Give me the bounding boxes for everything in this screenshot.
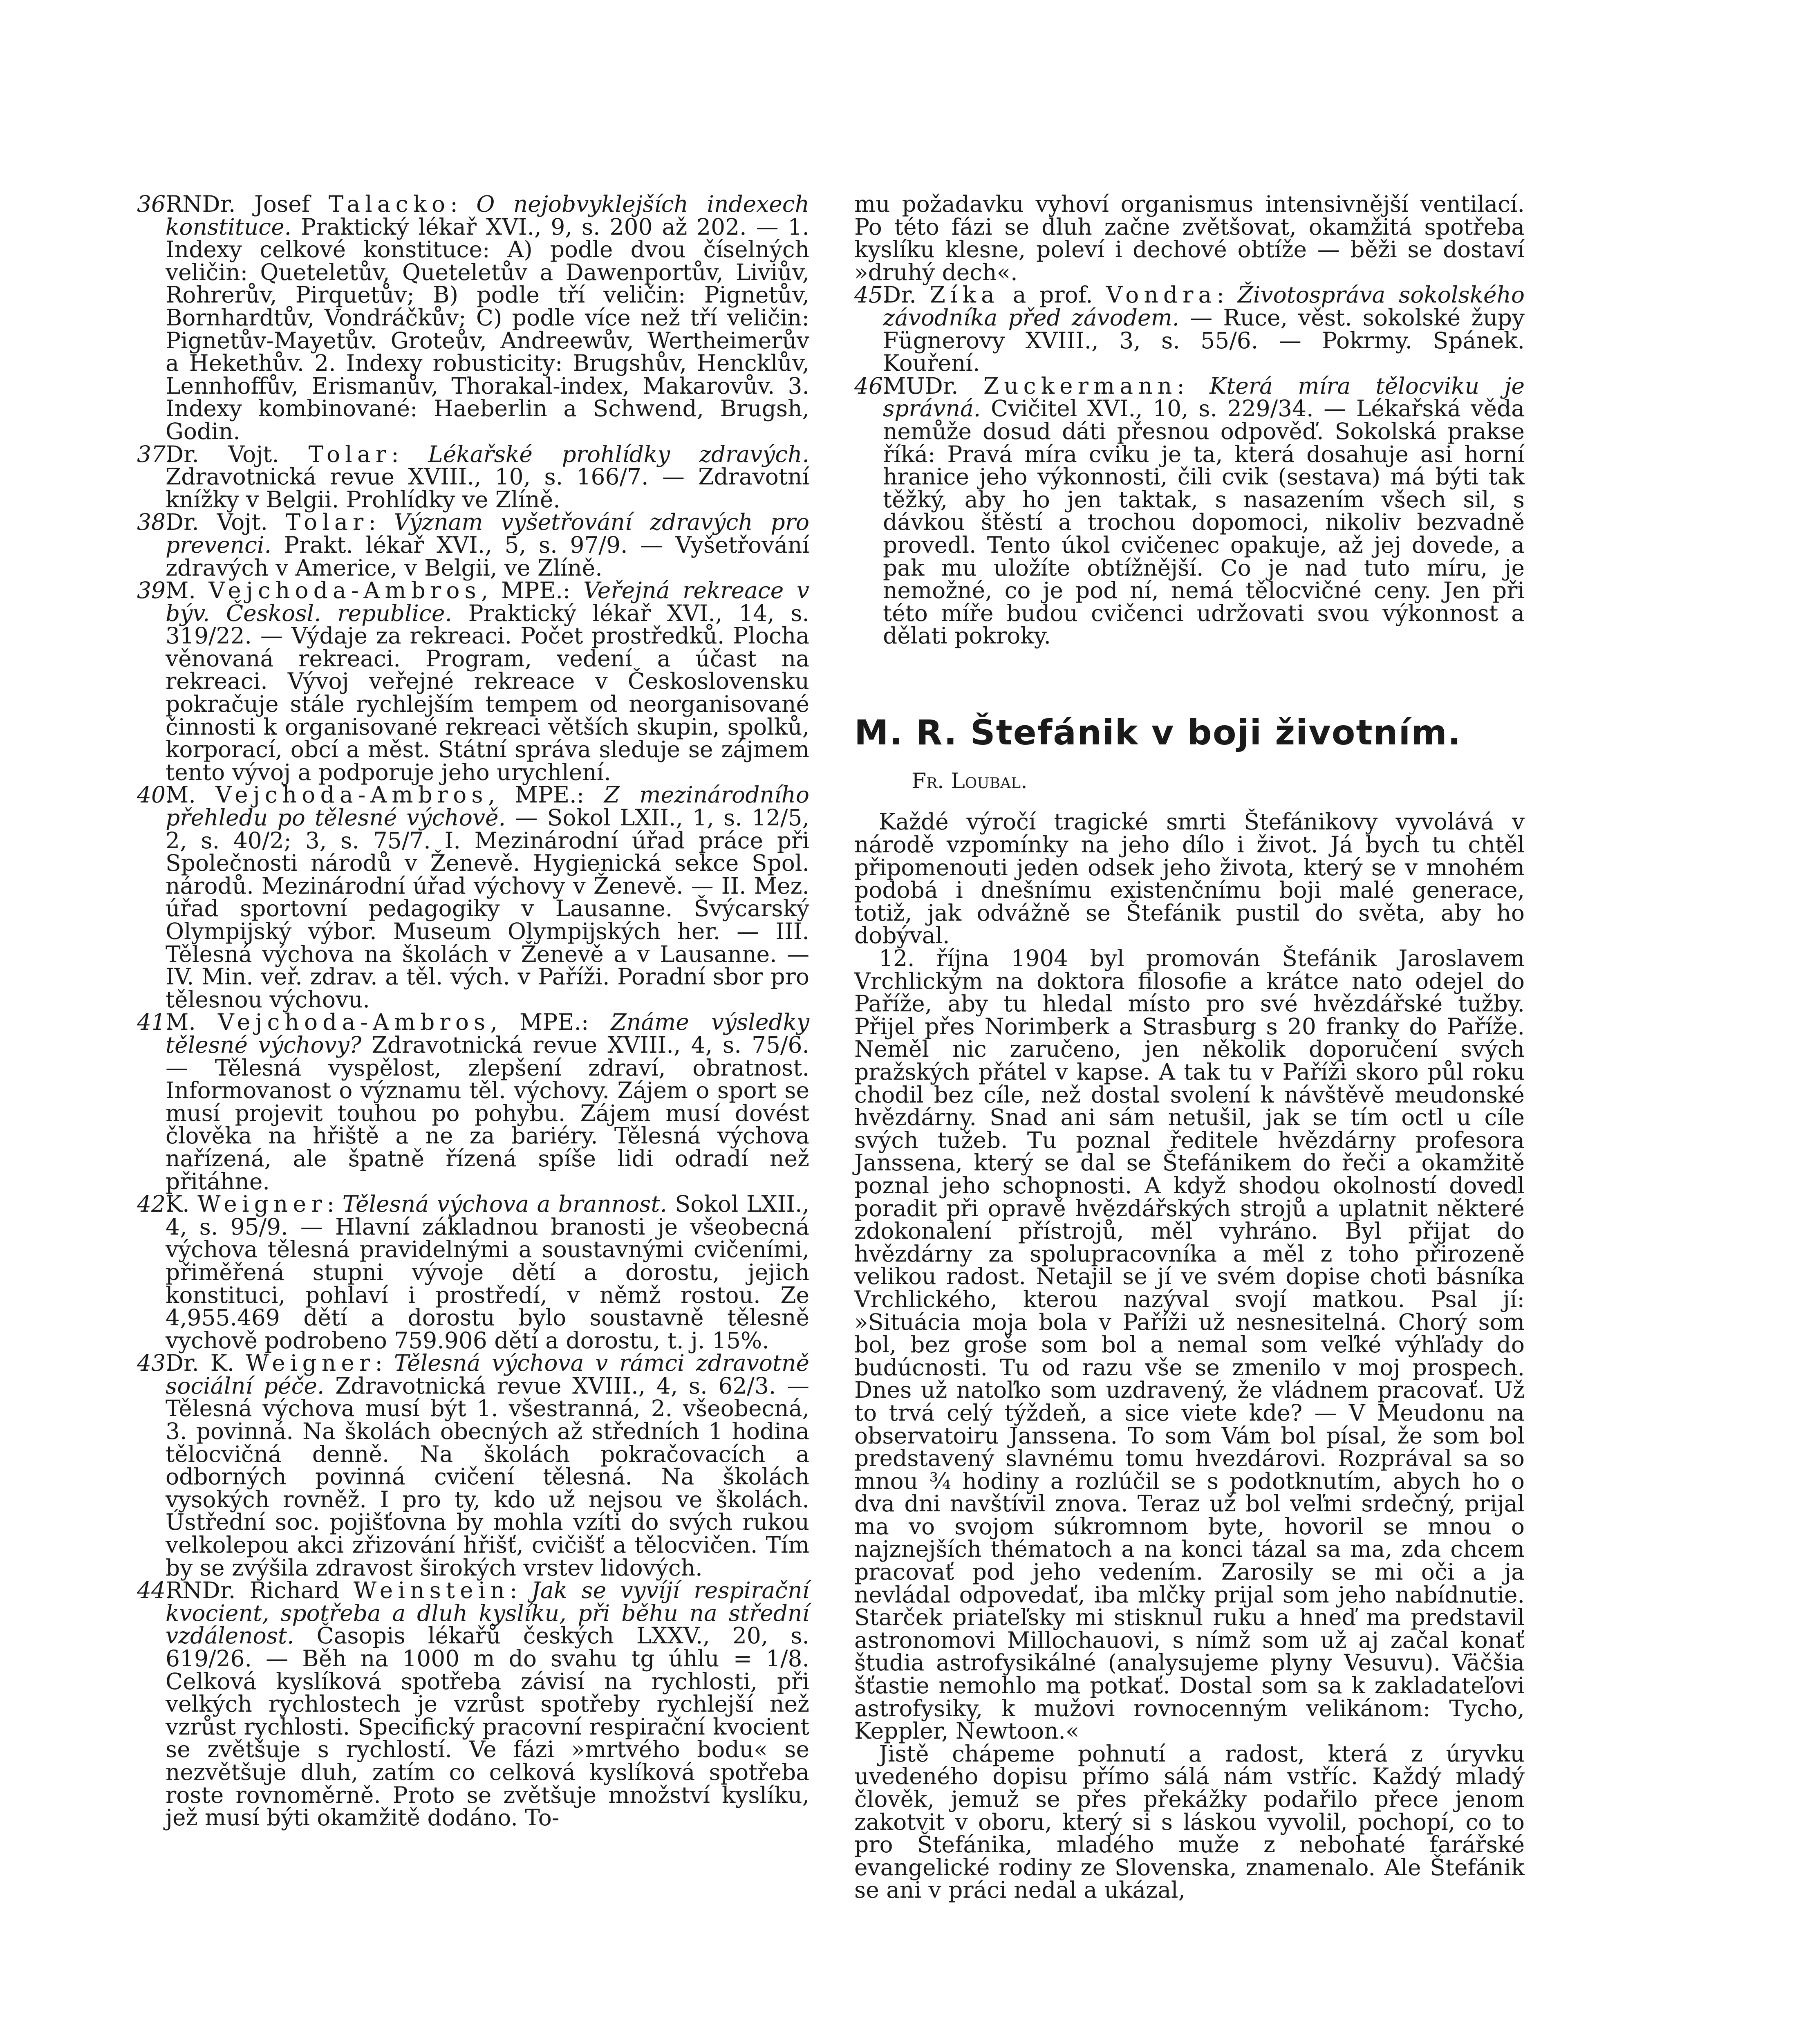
- entry-author-name: Zíka: [929, 282, 999, 308]
- entry-separator: :: [1216, 282, 1238, 308]
- entry-author-prefix: M.: [166, 577, 209, 604]
- entry-separator: :: [450, 191, 477, 217]
- entry-annotation: Cvičitel XVI., 10, s. 229/34. — Lékařská věda nemůže dosud dáti přesnou odpověď. Sokolská prakse říká: Pravá míra cviku je ta, která dosahuje asi horní hranice jeho výkonnosti, čili cvik (sestava) má býti tak těžký, aby ho jen taktak, s nasazením všech sil, s dávkou štěstí a trochou dopomoci, nikoliv bezvadně provedl. Tento úkol cvičenec opakuje, až jej dovede, a pak mu uložíte obtížnější. Co je nad tuto míru, je nemožné, co je pod ní, nemá tělocvičné ceny. Jen při této míře budou cvičenci udržovati svou výkonnost a dělati pokroky.: [883, 395, 1525, 649]
- entry-number: 42.: [137, 1191, 173, 1217]
- entry-author-name: Tolar: [308, 441, 392, 467]
- entry-separator: a prof.: [999, 282, 1106, 308]
- entry-number: 40.: [137, 782, 173, 808]
- entry-title: Význam vyšetřování zdravých pro prevenci.: [166, 509, 810, 558]
- entry-title: Jak se vyvíjí respirační kvocient, spotřeba a dluh kyslíku, při běhu na střední vzdálenost.: [166, 1577, 809, 1649]
- entry-author-name: Vondra: [1106, 282, 1217, 308]
- entry-number: 45.: [854, 282, 890, 308]
- entry-separator: :: [368, 509, 394, 536]
- entry-title: Veřejná rekreace v býv. Českosl. republice.: [166, 577, 809, 626]
- article-paragraph: Jistě chápeme pohnutí a radost, která z úryvku uvedeného dopisu přímo sálá nám vstříc. Každý mladý člověk, jemuž se přes překážky podařilo přece jenom zakotvit v oboru, který si s láskou vyvolil, pochopí, co to pro Štefánika, mladého muže z nebohaté farářské evangelické rodiny ze Slovenska, znamenalo. Ale Štefánik se ani v práci nedal a ukázal,: [854, 1740, 1525, 1903]
- entry-title: Lékařské prohlídky zdravých.: [428, 441, 810, 467]
- entry-author-name: Weinstein: [353, 1577, 510, 1604]
- entry-title: Životospráva sokolského závodníka před závodem.: [883, 282, 1525, 331]
- bibliography-entry: [137, 784, 809, 1011]
- entry-author-name: Vejchoda-Ambros: [215, 782, 488, 808]
- entry-annotation: Praktický lékař XVI., 14, s. 319/22. — Výdaje za rekreaci. Počet prostředků. Plocha věnovaná rekreaci. Program, vedení a účast na rekreaci. Vývoj veřejné rekreace v Československu pokračuje stále rychlejším tempem od neorganisované činnosti k organisované rekreaci větších skupin, spolků, korporací, obcí a měst. Státní správa sleduje se zájmem tento vývoj a podporuje jeho urychlení.: [166, 600, 809, 785]
- entry-separator: :: [375, 1350, 394, 1376]
- entry-title: O nejobvyklejších indexech konstituce.: [166, 191, 809, 240]
- entry-annotation: Zdravotnická revue XVIII., 10, s. 166/7. — Zdravotní knížky v Belgii. Prohlídky ve Zlíně.: [166, 464, 809, 513]
- entry-number: 38.: [137, 509, 173, 536]
- entry-separator: , MPE.:: [488, 782, 604, 808]
- entry-title: Tělesná výchova v rámci zdravotně sociální péče.: [166, 1350, 809, 1399]
- entry-separator: :: [1177, 372, 1210, 399]
- entry-title: Která míra tělocviku je správná.: [883, 372, 1525, 422]
- entry-annotation: Zdravotnická revue XVIII., 4, s. 75/6. — Tělesná vyspělost, zlepšení zdraví, obratnost. Informovanost o významu těl. výchovy. Zájem o sport se musí projevit touhou po pohybu. Zájem musí dovést člověka na hřiště a ne za bariéry. Tělesná výchova nařízená, ale špatně řízená spíše lidi odradí než přitáhne.: [166, 1031, 809, 1195]
- entry-number: 39.: [137, 577, 173, 604]
- entry-number: 44.: [137, 1577, 173, 1604]
- entry-author-prefix: RNDr. Richard: [166, 1577, 354, 1604]
- bibliography-list: [854, 284, 1525, 648]
- entry-number: 43.: [137, 1350, 173, 1376]
- entry-author-name: Weigner: [197, 1191, 327, 1217]
- entry-author-prefix: K.: [166, 1191, 198, 1217]
- entry-separator: :: [327, 1191, 343, 1217]
- entry-author-prefix: RNDr. Josef: [166, 191, 329, 217]
- entry-annotation: — Sokol LXII., 1, s. 12/5, 2, s. 40/2; 3, s. 75/7. I. Mezinárodní úřad práce při Společnosti národů v Ženevě. Hygienická sekce Spol. národů. Mezinárodní úřad výchovy v Ženevě. — II. Mez. úřad sportovní pedagogiky v Lausanne. Švýcarský Olympijský výbor. Museum Olympijských her. — III. Tělesná výchova na školách v Ženevě a v Lausanne. — IV. Min. veř. zdrav. a těl. vých. v Paříži. Poradní sbor pro tělesnou výchovu.: [166, 805, 809, 1013]
- entry-number: 36.: [137, 191, 173, 217]
- entry-title: Tělesná výchova a brannost.: [342, 1191, 667, 1217]
- article-author: Fr. Loubal.: [912, 769, 1028, 793]
- left-column: [137, 193, 809, 1829]
- entry-author-name: Zuckermann: [983, 372, 1177, 399]
- article-body: [854, 811, 1525, 1902]
- article-paragraph: 12. října 1904 byl promován Štefánik Jaroslavem Vrchlickým na doktora filosofie a krátce nato odejel do Paříže, aby tu hledal místo pro své hvězdářské tužby. Přijel přes Norimberk a Strasburg s 20 franky do Paříže. Neměl nic zaručeno, jen několik doporučení svých pražských přátel v kapse. A tak tu v Paříži skoro půl roku chodil bez cíle, než dostal svolení k návštěvě meudonské hvězdárny. Snad ani sám netušil, jak se tím octl u cíle svých tužeb. Tu poznal ředitele hvězdárny profesora Janssena, který se dal se Štefánikem do řeči a okamžitě poznal jeho schopnosti. A když shodou okolností dovedl poradit při opravě hvězdářských strojů a uplatnit některé zdokonalení přístrojů, měl vyhráno. Byl přijat do hvězdárny za spolupracovníka a měl z toho přirozeně velikou radost. Netajil se jí ve svém dopise choti básníka Vrchlického, kterou nazýval svojí matkou. Psal jí: »Situácia moja bola v Paříži už nesnesitelná. Chorý som bol, bez groše som bol a nemal som veľké výhľady do budúcnosti. Tu od razu vše se zmenilo v moj prospech. Dnes už natoľko som uzdravený, že vládnem pracovať. Už to trvá celý týždeň, a sice viete kde? — V Meudonu na observatoiru Janssena. To som Vám bol písal, že som bol predstavený slavnému tomu hvezdárovi. Rozprával sa so mnou ¾ hodiny a rozlúčil se s podotknutím, abych ho o dva dni navštívil znova. Teraz už bol veľmi srdečný, prijal ma vo svojom súkromnom byte, hovoril se mnou o najznejších thématoch a na konci tázal sa ma, zda chcem pracovať pod jeho vedením. Zarosily se mi oči a ja nevládal odpovedať, iba mlčky prijal som jeho nabídnutie. Starček priateľsky mi stisknul ruku a hneď ma predstavil astronomovi Millochauovi, s nímž som už aj začal konať študia astrofysikálné (analysujeme plyny Vesuvu). Väčšia šťastie nemohlo ma potkať. Dostal som sa k zakladateľovi astrofysiky, k mužovi rovnocenným velikánom: Tycho, Keppler, Newtoon.«: [854, 945, 1525, 1744]
- entry-separator: , MPE.:: [481, 577, 584, 604]
- entry-author-prefix: Dr. Vojt.: [166, 509, 286, 536]
- bibliography-entry: [854, 282, 1525, 377]
- article-paragraph: Každé výročí tragické smrti Štefánikovy vyvolává v národě vzpomínky na jeho dílo i život. Já bych tu chtěl připomenouti jeden odsek jeho života, který se v mnohém podobá i dnešnímu existenčnímu boji malé generace, totiž, jak odvážně se Štefánik pustil do světa, aby ho dobýval.: [854, 809, 1525, 949]
- entry-annotation: Praktický lékař XVI., 9, s. 200 až 202. — 1. Indexy celkové konstituce: A) podle dvou číselných veličin: Queteletův, Queteletův a Dawenportův, Liviův, Rohrerův, Pirquetův; B) podle tří veličin: Pignetův, Bornhardtův, Vondráčkův; C) podle více než tří veličin: Pignetův-Mayetův. Groteův, Andreewův, Wertheimerův a Hekethův. 2. Indexy robusticity: Brugshův, Hencklův, Lennhoffův, Erismanův, Thorakal-index, Makarovův. 3. Indexy kombinované: Haeberlin a Schwend, Brugsh, Godin.: [166, 213, 809, 444]
- entry-annotation: Prakt. lékař XVI., 5, s. 97/9. — Vyšetřování zdravých v Americe, v Belgii, ve Zlíně.: [166, 531, 809, 581]
- article-title: M. R. Štefánik v boji životním.: [854, 712, 1462, 753]
- bibliography-entry: [137, 193, 809, 443]
- entry-number: 37.: [137, 441, 173, 467]
- entry-author-name: Tolar: [285, 509, 369, 536]
- entry-title: Z mezinárodního přehledu po tělesné výchově.: [166, 782, 810, 831]
- entry-number: 41.: [137, 1009, 173, 1035]
- entry-separator: :: [391, 441, 428, 467]
- entry-annotation: Časopis lékařů českých LXXV., 20, s. 619/26. — Běh na 1000 m do svahu tg úhlu = 1/8. Celková kyslíková spotřeba závisí na rychlosti, při velkých rychlostech je vzrůst spotřeby rychlejší než vzrůst rychlosti. Specifický pracovní respirační kvocient se zvětšuje s rychlostí. Ve fázi »mrtvého bodu« se nezvětšuje dluh, zatím co celková kyslíková spotřeba roste rovnoměrně. Proto se zvětšuje množství kyslíku, jež musí býti okamžitě dodáno. To-: [166, 1623, 809, 1831]
- entry-author-prefix: Dr. K.: [166, 1350, 246, 1376]
- entry-author-prefix: M.: [166, 782, 216, 808]
- entry-separator: , MPE.:: [490, 1009, 611, 1035]
- right-column: [854, 193, 1525, 1902]
- entry-title: Známe výsledky tělesné výchovy?: [166, 1009, 809, 1058]
- entry-author-name: Vejchoda-Ambros: [208, 577, 481, 604]
- bibliography-entry: [137, 579, 809, 784]
- entry-author-prefix: M.: [166, 1009, 218, 1035]
- entry-author-prefix: Dr. Vojt.: [166, 441, 309, 467]
- bibliography-entry: [137, 1352, 809, 1579]
- entry-author-name: Talacko: [328, 191, 450, 217]
- entry-author-prefix: MUDr.: [883, 372, 983, 399]
- bibliography-entry: [137, 511, 809, 579]
- bibliography-entry: [854, 372, 1525, 649]
- entry-annotation: — Ruce, věst. sokolské župy Fügnerovy XVIII., 3, s. 55/6. — Pokrmy. Spánek. Kouření.: [883, 304, 1525, 377]
- bibliography-entry: [137, 1579, 809, 1829]
- entry-author-prefix: Dr.: [883, 282, 930, 308]
- entry-author-name: Weigner: [246, 1350, 375, 1376]
- bibliography-entry: [137, 1193, 809, 1352]
- continuation-text: mu požadavku vyhoví organismus intensivnější ventilací. Po této fázi se dluh začne zvětšovat, okamžitá spotřeba kyslíku klesne, poleví i dechové obtíže — běži se dostaví »druhý dech«.: [854, 191, 1525, 285]
- bibliography-entry: [137, 1011, 809, 1193]
- entry-author-name: Vejchoda-Ambros: [217, 1009, 491, 1035]
- bibliography-entry: [137, 443, 809, 511]
- entry-separator: :: [509, 1577, 531, 1604]
- entry-annotation: Sokol LXII., 4, s. 95/9. — Hlavní základnou branosti je všeobecná výchova tělesná pravidelnými a soustavnými cvičeními, přiměřená stupni vývoje dětí a dorostu, jejich konstituci, pohlaví i prostředí, v němž rostou. Ze 4,955.469 dětí a dorostu bylo soustavně tělesně vychově podrobeno 759.906 dětí a dorostu, t. j. 15%.: [166, 1191, 809, 1354]
- entry-number: 46.: [854, 372, 890, 399]
- entry-annotation: Zdravotnická revue XVIII., 4, s. 62/3. — Tělesná výchova musí být 1. všestranná, 2. všeobecná, 3. povinná. Na školách obecných až středních 1 hodina tělocvičná denně. Na školách pokračovacích a odborných povinná cvičení tělesná. Na školách vysokých rovněž. I pro ty, kdo už nejsou ve školách. Ústřední soc. pojišťovna by mohla vzíti do svých rukou velkolepou akci zřizování hřišť, cvičišť a tělocvičen. Tím by se zvýšila zdravost širokých vrstev lidových.: [166, 1372, 809, 1581]
